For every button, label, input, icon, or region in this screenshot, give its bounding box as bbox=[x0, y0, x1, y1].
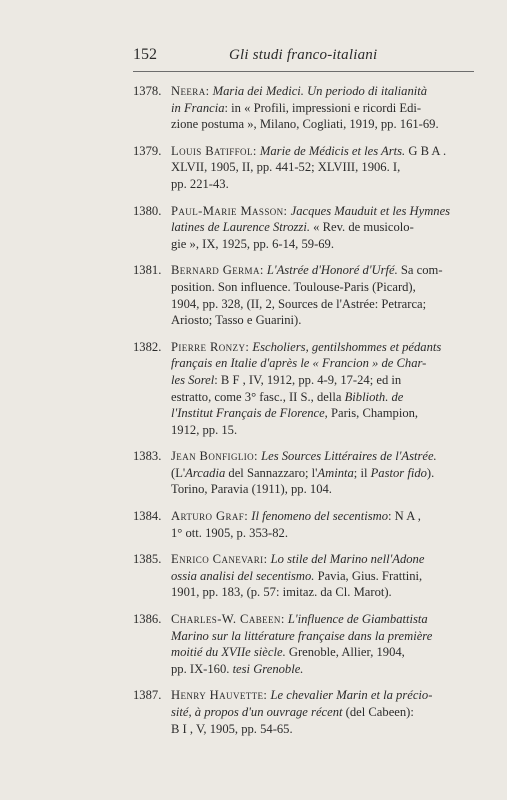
entry-line bbox=[171, 465, 478, 482]
entry-line bbox=[171, 644, 478, 661]
entry-number: 1382. bbox=[133, 339, 162, 354]
title-text: moitié du XVII bbox=[171, 645, 246, 660]
title-text: sité, à propos d'un ouvrage récent bbox=[171, 705, 343, 719]
bibliography-entry bbox=[133, 687, 478, 737]
bibliography-entry bbox=[133, 262, 478, 328]
title-text: Marie de Médicis et les Arts. bbox=[256, 143, 406, 158]
citation-text: (L' bbox=[171, 465, 186, 480]
title-text: Marino sur la littérature française dans la première bbox=[171, 628, 433, 643]
bibliography-entry bbox=[133, 143, 478, 193]
citation-text: 1° ott. 1905, p. 353-82. bbox=[171, 525, 288, 540]
citation-text: , Paris, Champion, bbox=[324, 406, 419, 421]
title-text: siècle. bbox=[250, 645, 286, 660]
entry-line bbox=[171, 389, 478, 406]
title-text: Aminta bbox=[317, 465, 354, 480]
author-name: Pierre Ronzy: bbox=[171, 339, 250, 354]
entry-line bbox=[171, 203, 478, 220]
entry-line bbox=[171, 584, 478, 601]
entry-line bbox=[171, 481, 478, 498]
title-text: Pastor fido bbox=[370, 465, 427, 480]
page-number: 152 bbox=[133, 46, 157, 63]
entry-line bbox=[171, 339, 478, 356]
title-text: in Francia bbox=[171, 100, 225, 115]
entry-line bbox=[171, 508, 478, 525]
bibliography-entry bbox=[133, 551, 478, 601]
page-header bbox=[133, 46, 473, 66]
title-text: français en Italie d'après le « Francion » de Char- bbox=[171, 356, 427, 371]
citation-text: : N A , bbox=[388, 509, 421, 524]
entry-number: 1385. bbox=[133, 552, 162, 567]
title-text: Arcadia bbox=[185, 465, 226, 480]
citation-text: Torino, Paravia (1911), pp. 104. bbox=[171, 482, 332, 497]
author-name: Henry Hauvette: bbox=[171, 688, 268, 703]
title-text: ossia analisi del secentismo. bbox=[171, 568, 315, 583]
entry-number: 1379. bbox=[133, 143, 162, 158]
citation-text: « Rev. de musicolo- bbox=[310, 220, 414, 235]
citation-text: G B A . bbox=[405, 143, 447, 158]
citation-text: Ariosto; Tasso e Guarini). bbox=[171, 313, 302, 328]
author-name: Louis Batiffol: bbox=[171, 143, 257, 158]
bibliography-entry bbox=[133, 83, 478, 133]
citation-text: B I , V, 1905, pp. 54-65. bbox=[171, 721, 293, 736]
title-text: Maria dei Medici. Un periodo di italianità bbox=[209, 84, 428, 98]
entry-line bbox=[171, 296, 478, 313]
bibliography-entry bbox=[133, 339, 478, 439]
entry-number: 1387. bbox=[133, 688, 162, 703]
citation-text: gie », IX, 1925, pp. 6-14, 59-69. bbox=[171, 236, 334, 251]
author-name: Bernard Germa: bbox=[171, 263, 264, 278]
entry-number: 1380. bbox=[133, 203, 162, 218]
title-text: L'influence de Giambattista bbox=[284, 612, 428, 627]
entry-line bbox=[171, 372, 478, 389]
title-text: Le chevalier Marin et la précio- bbox=[267, 688, 433, 703]
author-name: Charles-W. Cabeen: bbox=[171, 612, 285, 627]
citation-text: ; il bbox=[353, 465, 371, 480]
title-text: L'Astrée d'Honoré d'Urfé. bbox=[263, 263, 398, 278]
entry-line bbox=[171, 628, 478, 645]
bibliography-list bbox=[133, 83, 478, 747]
citation-text: pp. 221-43. bbox=[171, 176, 229, 191]
title-text: Lo stile del Marino nell'Adone bbox=[267, 552, 425, 567]
entry-line bbox=[171, 611, 478, 628]
citation-text: 1912, pp. 15. bbox=[171, 422, 238, 437]
bibliography-entry bbox=[133, 508, 478, 541]
entry-line bbox=[171, 721, 478, 738]
entry-line bbox=[171, 262, 478, 279]
entry-line bbox=[171, 100, 478, 117]
citation-text: XLVII, 1905, II, pp. 441-52; XLVIII, 1906. I, bbox=[171, 160, 401, 175]
author-name: Arturo Graf: bbox=[171, 509, 249, 524]
author-name: Enrico Canevari: bbox=[171, 552, 268, 567]
author-name: Neera: bbox=[171, 84, 210, 98]
citation-text: (del Cabeen): bbox=[342, 705, 414, 719]
entry-line bbox=[171, 551, 478, 568]
entry-number: 1383. bbox=[133, 449, 162, 464]
citation-text: : B F , IV, 1912, pp. 4-9, 17-24; ed in bbox=[214, 372, 402, 387]
bibliography-entry bbox=[133, 448, 478, 498]
running-title: Gli studi franco-italiani bbox=[229, 47, 378, 63]
title-text: l'Institut Français de Florence bbox=[171, 406, 325, 421]
entry-line bbox=[171, 355, 478, 372]
author-name: Jean Bonfiglio: bbox=[171, 449, 258, 464]
entry-line bbox=[171, 661, 478, 678]
entry-line bbox=[171, 312, 478, 329]
bibliography-entry bbox=[133, 611, 478, 677]
title-text: latines de Laurence Strozzi. bbox=[171, 220, 310, 235]
entry-line bbox=[171, 448, 478, 465]
title-text: Il fenomeno del secentismo bbox=[248, 509, 388, 524]
title-text: e bbox=[245, 645, 251, 660]
entry-line bbox=[171, 143, 478, 160]
entry-line bbox=[171, 525, 478, 542]
citation-text: ). bbox=[426, 465, 435, 480]
bibliography-entry bbox=[133, 203, 478, 253]
entry-line bbox=[171, 422, 478, 439]
entry-line bbox=[171, 568, 478, 585]
citation-text: 1904, pp. 328, (II, 2, Sources de l'Astrée: Petrarca; bbox=[171, 296, 427, 311]
citation-text: zione postuma », Milano, Cogliati, 1919, pp. 161-69. bbox=[171, 117, 439, 132]
title-text: Escholiers, gentilshommes et pédants bbox=[249, 339, 442, 354]
citation-text: pp. IX-160. bbox=[171, 661, 233, 676]
citation-text: del Sannazzaro; l' bbox=[225, 465, 318, 480]
title-text: tesi Grenoble. bbox=[232, 661, 304, 676]
title-text: Jacques Mauduit et les Hymnes bbox=[287, 203, 451, 218]
citation-text: 1901, pp. 183, (p. 57: imitaz. da Cl. Marot). bbox=[171, 585, 392, 600]
citation-text: Sa com- bbox=[397, 263, 443, 278]
citation-text: position. Son influence. Toulouse-Paris (Picard), bbox=[171, 279, 416, 294]
entry-line bbox=[171, 687, 478, 704]
citation-text: Grenoble, Allier, 1904, bbox=[285, 645, 405, 660]
title-text: les Sorel bbox=[171, 372, 215, 387]
citation-text: Pavia, Gius. Frattini, bbox=[314, 568, 423, 583]
entry-line bbox=[171, 405, 478, 422]
entry-line bbox=[171, 279, 478, 296]
header-rule bbox=[133, 71, 474, 72]
entry-line bbox=[171, 704, 478, 721]
entry-line bbox=[171, 116, 478, 133]
entry-number: 1386. bbox=[133, 612, 162, 627]
entry-line bbox=[171, 159, 478, 176]
entry-number: 1381. bbox=[133, 263, 162, 278]
entry-line bbox=[171, 219, 478, 236]
entry-line bbox=[171, 236, 478, 253]
citation-text: : in « Profili, impressioni e ricordi Edi- bbox=[224, 100, 422, 115]
entry-line bbox=[171, 176, 478, 193]
author-name: Paul-Marie Masson: bbox=[171, 203, 288, 218]
title-text: Biblioth. de bbox=[344, 389, 404, 404]
entry-number: 1378. bbox=[133, 84, 162, 98]
title-text: Les Sources Littéraires de l'Astrée. bbox=[257, 449, 437, 464]
citation-text: estratto, come 3° fasc., II S., della bbox=[171, 389, 345, 404]
entry-line bbox=[171, 83, 478, 100]
entry-number: 1384. bbox=[133, 509, 162, 524]
